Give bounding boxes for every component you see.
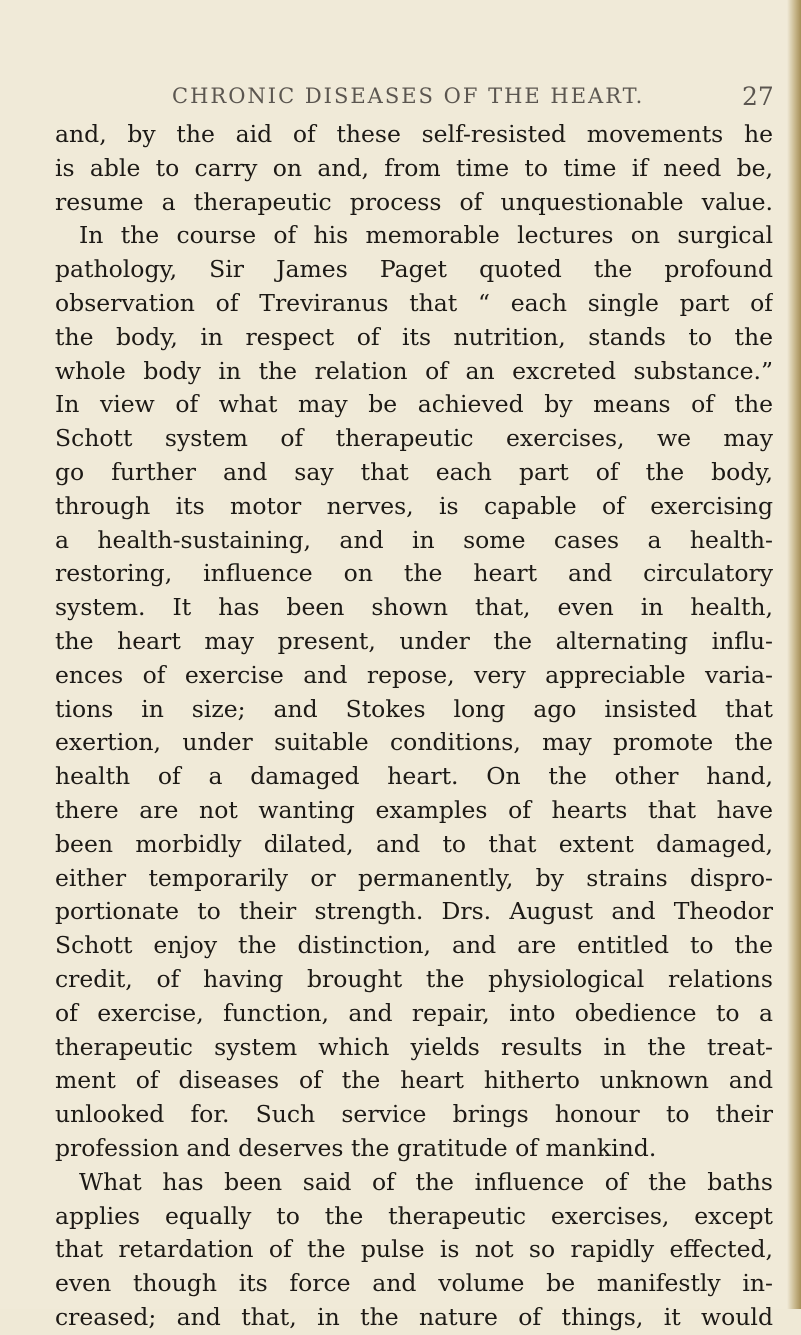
text-line: been morbidly dilated, and to that extent damaged,	[55, 829, 773, 858]
text-line: restoring, influence on the heart and circulatory	[55, 559, 773, 588]
text-line: In the course of his memorable lectures on surgical	[79, 221, 773, 250]
text-line: observation of Treviranus that “ each single part of	[55, 288, 773, 317]
text-line: tions in size; and Stokes long ago insisted that	[55, 694, 773, 723]
text-line: a health-sustaining, and in some cases a health-	[55, 525, 773, 554]
text-line: exertion, under suitable conditions, may promote the	[55, 728, 773, 757]
text-line: Schott enjoy the distinction, and are entitled to the	[55, 931, 773, 960]
text-line: Schott system of therapeutic exercises, we may	[55, 424, 773, 453]
text-line: health of a damaged heart. On the other hand,	[55, 762, 773, 791]
text-line: ences of exercise and repose, very appreciable varia-	[55, 660, 773, 689]
text-line: there are not wanting examples of hearts that have	[55, 795, 773, 824]
text-line: credit, of having brought the physiological relations	[55, 964, 773, 993]
text-line: through its motor nerves, is capable of exercising	[55, 491, 773, 520]
text-line: is able to carry on and, from time to time if need be,	[55, 153, 773, 182]
text-line: What has been said of the influence of the baths	[79, 1167, 773, 1196]
text-line: that retardation of the pulse is not so rapidly effected,	[55, 1235, 773, 1264]
text-line: either temporarily or permanently, by strains dispro-	[55, 863, 773, 892]
text-line: profession and deserves the gratitude of mankind.	[55, 1133, 657, 1162]
text-line: even though its force and volume be manifestly in-	[55, 1269, 773, 1298]
text-line: the heart may present, under the alternating influ-	[55, 626, 773, 655]
text-line: system. It has been shown that, even in health,	[55, 593, 773, 622]
text-line: whole body in the relation of an excreted substance.”	[55, 356, 773, 385]
text-line: the body, in respect of its nutrition, stands to the	[55, 322, 773, 351]
text-line: unlooked for. Such service brings honour to their	[55, 1100, 773, 1129]
running-head	[0, 84, 801, 114]
page-number: 27	[742, 82, 774, 111]
text-line: go further and say that each part of the body,	[55, 457, 773, 486]
text-line: therapeutic system which yields results in the treat-	[55, 1032, 773, 1061]
text-line: applies equally to the therapeutic exercises, except	[55, 1201, 773, 1230]
text-line: pathology, Sir James Paget quoted the profound	[55, 255, 773, 284]
page-edge-shadow	[787, 0, 801, 1309]
running-head-title: CHRONIC DISEASES OF THE HEART.	[172, 84, 645, 108]
text-line: ment of diseases of the heart hitherto unknown and	[55, 1066, 773, 1095]
text-line: and, by the aid of these self-resisted movements he	[55, 120, 773, 148]
body-text	[55, 118, 773, 1335]
text-line: of exercise, function, and repair, into obedience to a	[55, 998, 773, 1027]
text-line: portionate to their strength. Drs. August and Theodor	[55, 897, 773, 926]
text-line: creased; and that, in the nature of things, it would	[55, 1302, 773, 1331]
text-line: In view of what may be achieved by means of the	[55, 390, 773, 419]
text-line: resume a therapeutic process of unquestionable value.	[55, 187, 773, 216]
